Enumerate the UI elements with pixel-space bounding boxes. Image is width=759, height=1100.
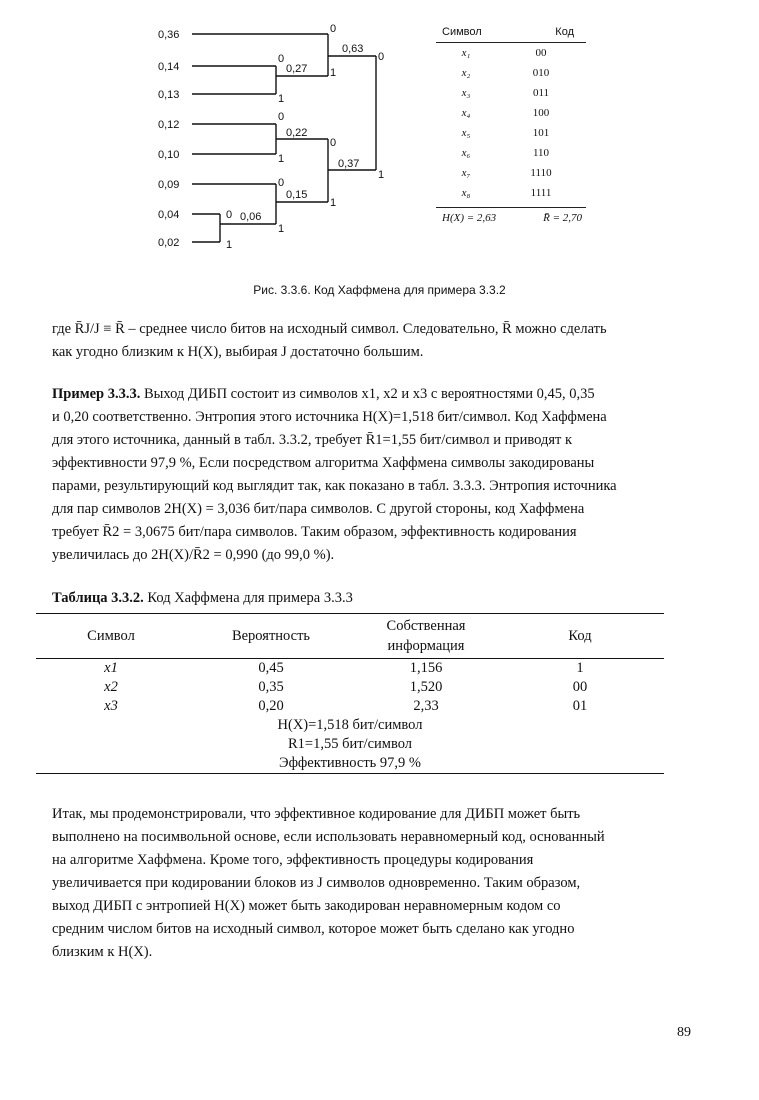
node-label: 0,63 <box>342 43 364 55</box>
avg-length-value: R̄ = 2,70 <box>543 212 582 224</box>
header-probability: Вероятность <box>231 627 311 644</box>
table-title <box>52 590 353 607</box>
code-symbol: x₂ <box>461 67 471 79</box>
bit-label: 1 <box>278 153 285 165</box>
cell-info: 1,520 <box>409 679 443 695</box>
bit-label: 1 <box>330 197 337 209</box>
table-row <box>36 678 664 697</box>
code-symbol: x₈ <box>461 187 471 199</box>
header-symbol: Символ <box>87 627 135 644</box>
cell-code: 01 <box>572 698 588 714</box>
code-value: 101 <box>532 127 550 139</box>
table-summary-entropy: H(X)=1,518 бит/символ <box>277 717 423 733</box>
text-line: для этого источника, данный в табл. 3.3.2, требует R̄1=1,55 бит/символ и приводят к <box>52 432 573 448</box>
prob-label: 0,09 <box>158 179 180 191</box>
node-label: 0,22 <box>286 127 308 139</box>
bit-label: 1 <box>330 67 337 79</box>
figure-code-table-footer <box>436 208 586 224</box>
prob-label: 0,36 <box>158 29 180 41</box>
code-row <box>436 83 586 103</box>
figure-caption: Рис. 3.3.6. Код Хаффмена для примера 3.3.2 <box>253 283 506 297</box>
bit-label: 0 <box>226 209 233 221</box>
text-line: выполнено на посимвольной основе, если использовать неравномерный код, основанный <box>52 829 605 845</box>
bit-label: 0 <box>278 177 285 189</box>
huffman-tree-diagram <box>150 20 410 260</box>
node-label: 0,37 <box>338 158 360 170</box>
node-label: 0,27 <box>286 63 308 75</box>
bit-label: 1 <box>378 169 385 181</box>
code-row <box>436 163 586 183</box>
cell-code: 00 <box>572 679 588 695</box>
text-line: Итак, мы продемонстрировали, что эффективное кодирование для ДИБП может быть <box>52 806 581 822</box>
text-line: увеличилась до 2H(X)/R̄2 = 0,990 (до 99,0 %). <box>52 547 335 563</box>
cell-symbol: x3 <box>104 698 118 714</box>
code-row <box>436 103 586 123</box>
text-line: требует R̄2 = 3,0675 бит/пара символов. Таким образом, эффективность кодирования <box>52 524 577 540</box>
bit-label: 1 <box>226 239 233 251</box>
bit-label: 0 <box>278 53 285 65</box>
header-info: Собственная информация <box>386 618 466 654</box>
bit-label: 1 <box>278 93 285 105</box>
code-value: 100 <box>532 107 550 119</box>
table-title-label: Таблица 3.3.2. <box>52 590 144 606</box>
figure-code-table-header <box>436 26 586 43</box>
bit-label: 1 <box>278 223 285 235</box>
figure-code-table <box>436 26 586 224</box>
code-value: 1111 <box>530 187 552 199</box>
code-symbol: x₆ <box>461 147 471 159</box>
table-header-row <box>36 614 664 658</box>
cell-info: 2,33 <box>413 698 439 714</box>
huffman-table <box>36 613 664 774</box>
cell-probability: 0,20 <box>258 698 284 714</box>
code-symbol: x₇ <box>461 167 471 179</box>
code-value: 1110 <box>530 167 552 179</box>
code-symbol: x₄ <box>461 107 471 119</box>
node-label: 0,06 <box>240 211 262 223</box>
cell-symbol: x2 <box>104 679 118 695</box>
text-line: для пар символов 2H(X) = 3,036 бит/пара символов. С другой стороны, код Хаффмена <box>52 501 585 517</box>
text-line: парами, результирующий код выглядит так, как показано в табл. 3.3.3. Энтропия источника <box>52 478 617 494</box>
prob-label: 0,13 <box>158 89 180 101</box>
bit-label: 0 <box>330 137 337 149</box>
divider <box>36 773 664 774</box>
bit-label: 0 <box>278 111 285 123</box>
bit-label: 0 <box>378 51 385 63</box>
prob-label: 0,14 <box>158 61 180 73</box>
code-symbol: x₁ <box>461 47 471 59</box>
text-line: близким к H(X). <box>52 944 153 960</box>
table-summary-efficiency: Эффективность 97,9 % <box>279 755 421 771</box>
text-line: на алгоритме Хаффмена. Кроме того, эффективность процедуры кодирования <box>52 852 534 868</box>
code-value: 010 <box>532 67 550 79</box>
entropy-value: H(X) = 2,63 <box>442 212 497 224</box>
table-row <box>36 659 664 678</box>
example-heading: Пример 3.3.3. <box>52 386 141 402</box>
code-symbol: x₃ <box>461 87 471 99</box>
paragraph-2 <box>52 803 694 964</box>
code-header: Код <box>555 26 574 38</box>
text-line: выход ДИБП с энтропией H(X) может быть закодирован неравномерным кодом со <box>52 898 561 914</box>
text-line: как угодно близким к H(X), выбирая J достаточно большим. <box>52 344 424 360</box>
prob-label: 0,10 <box>158 149 180 161</box>
code-symbol: x₅ <box>461 127 471 139</box>
cell-code: 1 <box>576 660 584 676</box>
prob-label: 0,12 <box>158 119 180 131</box>
table-summary-rate: R1=1,55 бит/символ <box>287 736 412 752</box>
code-value: 110 <box>532 147 550 159</box>
code-value: 011 <box>532 87 550 99</box>
prob-label: 0,04 <box>158 209 180 221</box>
symbol-header: Символ <box>442 26 482 38</box>
cell-probability: 0,35 <box>258 679 284 695</box>
text-line: где R̄J/J ≡ R̄ – среднее число битов на исходный символ. Следовательно, R̄ можно сделать <box>52 321 607 337</box>
text-line: эффективности 97,9 %, Если посредством алгоритма Хаффмена символы закодированы <box>52 455 595 471</box>
text-line <box>52 383 694 406</box>
text-line: и 0,20 соответственно. Энтропия этого источника H(X)=1,518 бит/символ. Код Хаффмена <box>52 409 607 425</box>
cell-symbol: x1 <box>104 660 118 676</box>
cell-info: 1,156 <box>409 660 443 676</box>
cell-probability: 0,45 <box>258 660 284 676</box>
table-title-text: Код Хаффмена для примера 3.3.3 <box>147 590 353 606</box>
prob-label: 0,02 <box>158 237 180 249</box>
code-row <box>436 63 586 83</box>
page-number: 89 <box>677 1025 691 1040</box>
text-line: Выход ДИБП состоит из символов x1, x2 и x3 с вероятностями 0,45, 0,35 <box>143 386 595 402</box>
code-row <box>436 143 586 163</box>
header-code: Код <box>568 627 592 644</box>
bit-label: 0 <box>330 23 337 35</box>
paragraph-1 <box>52 318 694 364</box>
code-value: 00 <box>535 47 547 59</box>
text-line: увеличивается при кодировании блоков из J символов одновременно. Таким образом, <box>52 875 581 891</box>
example-paragraph <box>52 383 694 567</box>
code-row <box>436 123 586 143</box>
node-label: 0,15 <box>286 189 308 201</box>
code-row <box>436 183 586 203</box>
code-row <box>436 43 586 63</box>
table-row <box>36 697 664 716</box>
text-line: средним числом битов на исходный символ, которое может быть сделано как угодно <box>52 921 575 937</box>
